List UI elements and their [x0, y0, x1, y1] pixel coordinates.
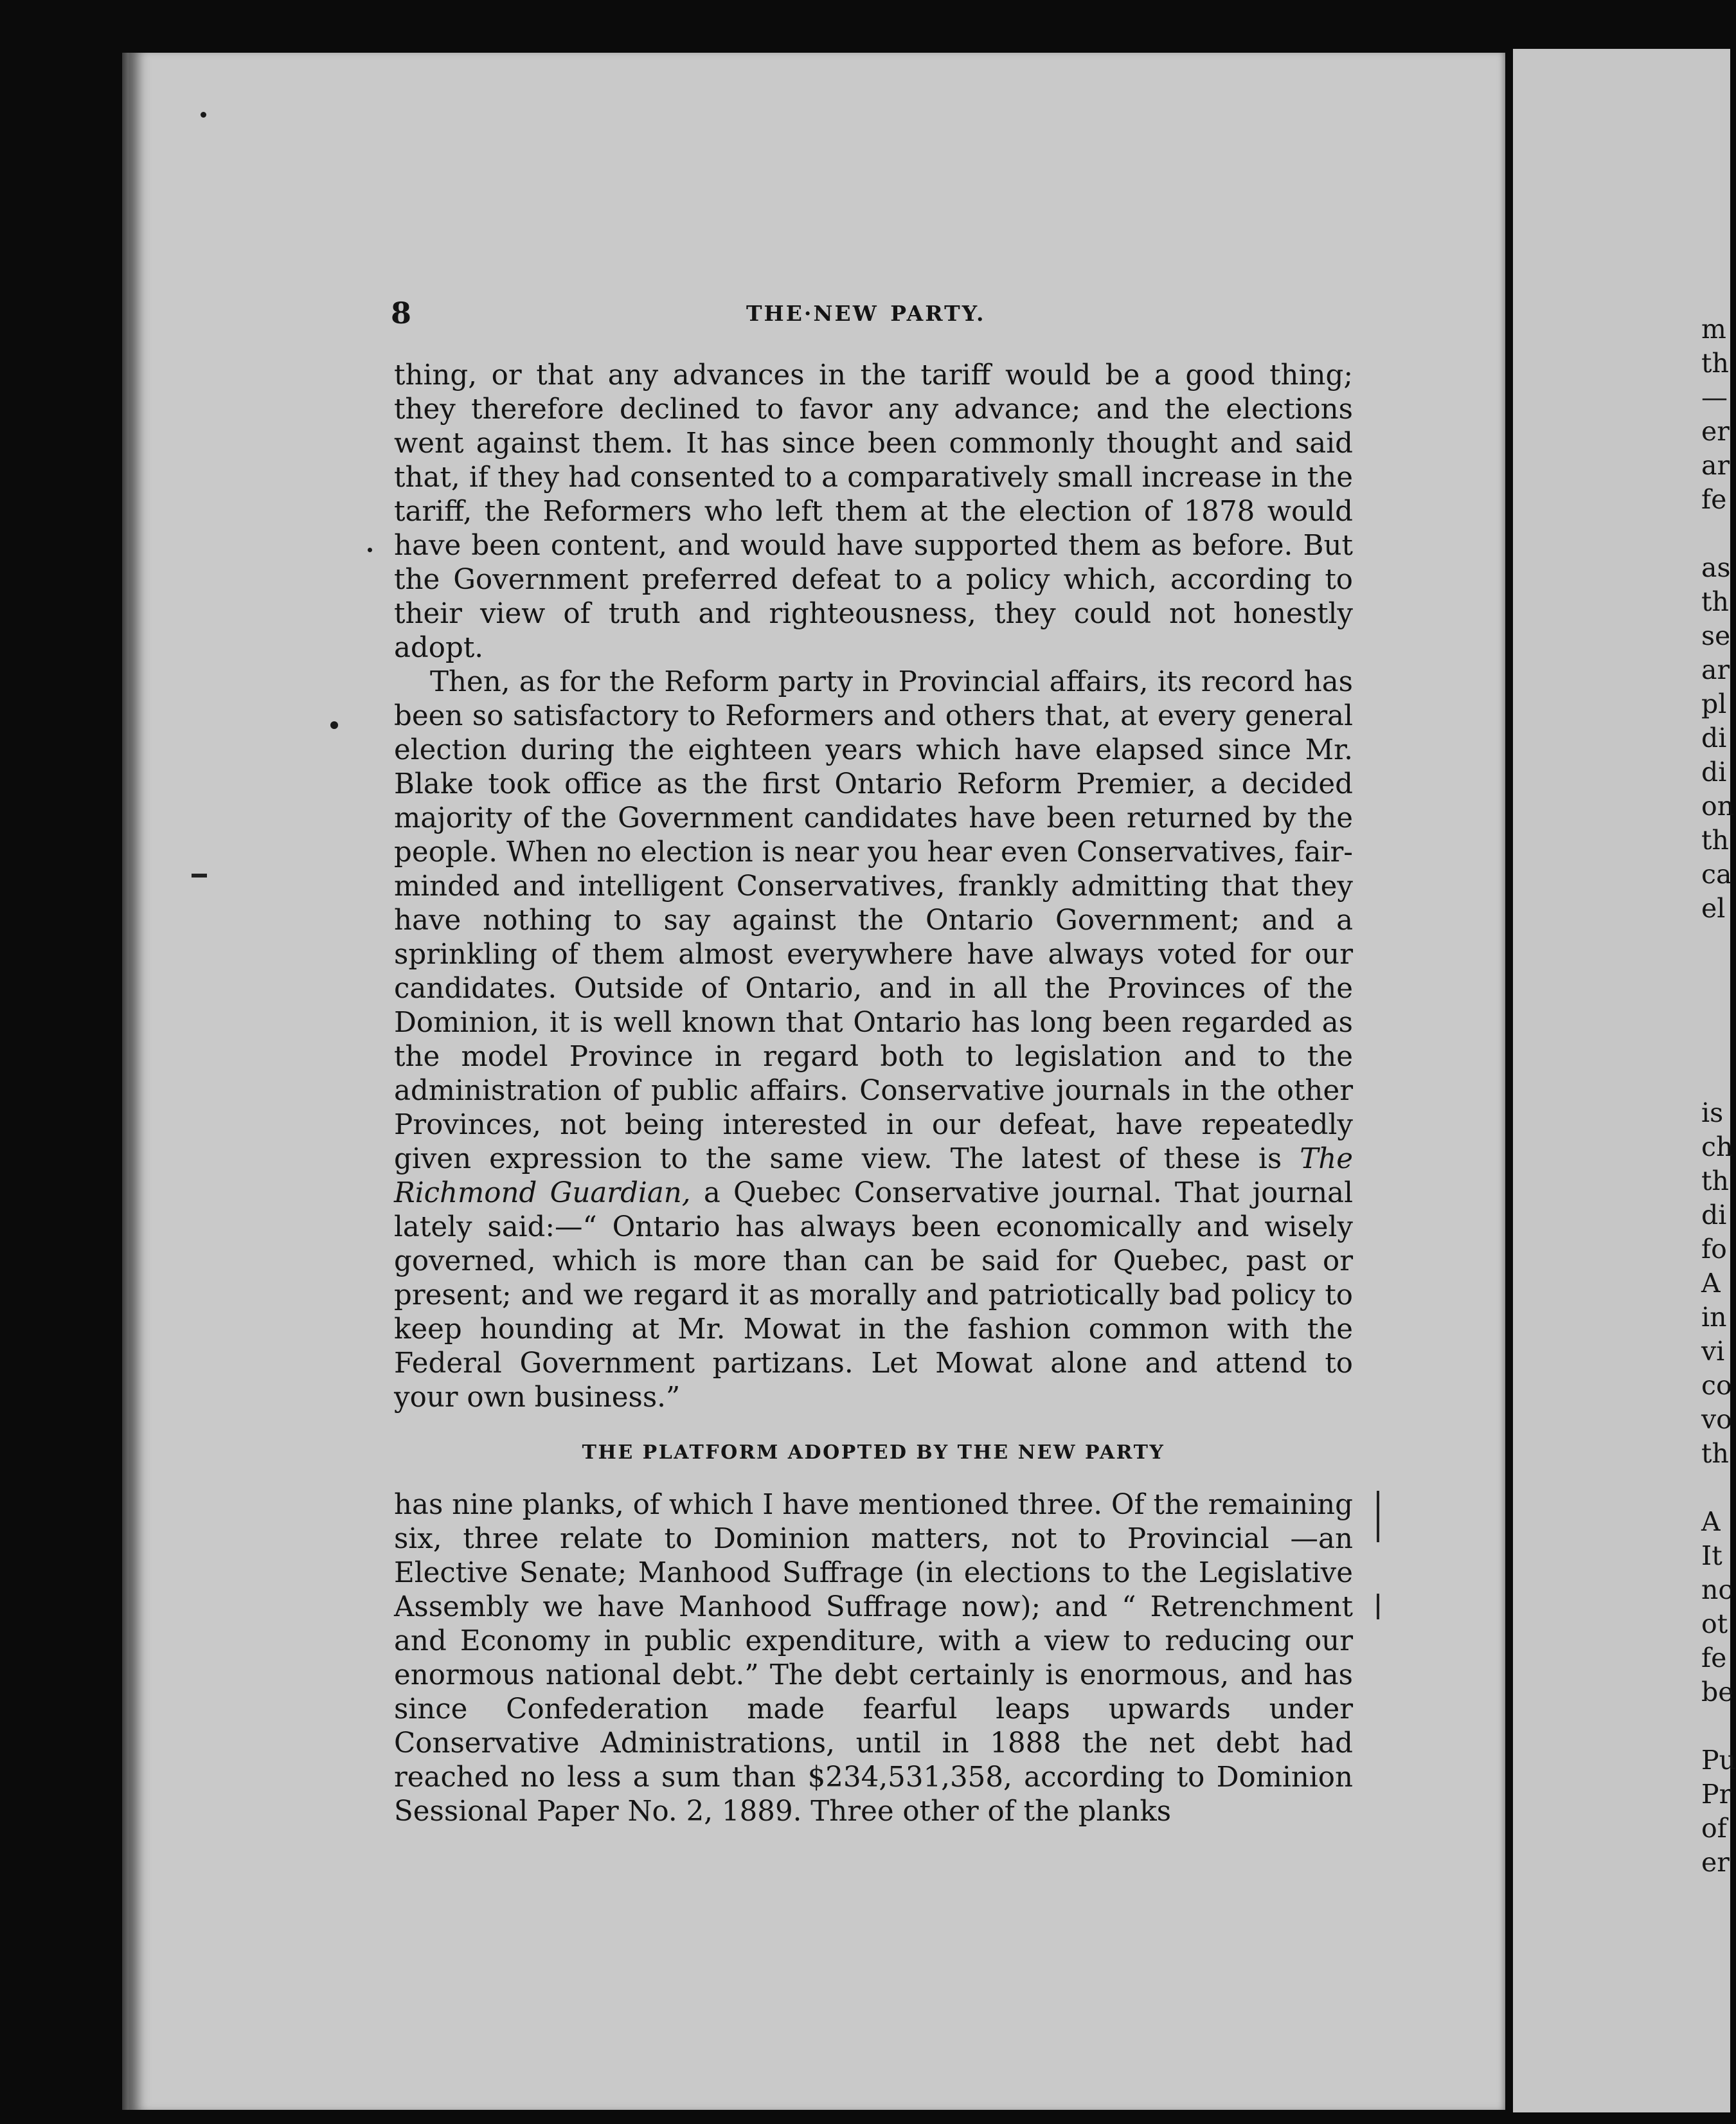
paragraph-3: has nine planks, of which I have mentioned three. Of the remaining six, three relate to Dominion matters, not to Provincial —an Elective Senate; Manhood Suffrage (in elections to the Legislative Assembly we have Manhood Suffrage now); and “ Retrenchment and Economy in public expenditure, with a view to reducing our enormous national debt.” The debt certainly is enormous, and has since Confederation made fearful leaps upwards under Conservative Administrations, until in 1888 the net debt had reached no less a sum than $234,531,358, according to Dominion Sessional Paper No. 2, 1889. Three other of the planks	[394, 1489, 1353, 1828]
margin-mark	[1377, 1491, 1379, 1542]
margin-mark	[1377, 1594, 1379, 1619]
running-head	[391, 296, 1355, 334]
paragraph-2-end: a Quebec Conservative journal. That journal lately said:—“ Ontario has always been economically and wisely governed, which is more than can be said for Quebec, past or present; and we regard it as morally and patriotically bad policy to keep hounding at Mr. Mowat in the fashion common with the Federal Government partizans. Let Mowat alone and attend to your own business.”	[394, 1177, 1353, 1414]
scan-speck	[330, 721, 338, 729]
next-page-fragments: m th — er ar fe as th se ar pl di di on th ca el is ch th di fo A in vi co vo th A It nc ot fe be Pu Pr of er	[1701, 314, 1736, 1878]
paragraph-2-start: Then, as for the Reform party in Provincial affairs, its record has been so satisfactory to Reformers and others that, at every general election during the eighteen years which have elapsed since Mr. Blake took office as the first Ontario Reform Premier, a decided majority of the Government candidates have been returned by the people. When no election is near you hear even Conservatives, fair-minded and intelligent Conservatives, frankly admitting that they have nothing to say against the Ontario Government; and a sprinkling of them almost everywhere have always voted for our candidates. Outside of Ontario, and in all the Provinces of the Dominion, it is well known that Ontario has long been regarded as the model Province in regard both to legislation and to the administration of public affairs. Conservative journals in the other Provinces, not being interested in our defeat, have repeatedly given expression to the same view. The latest of these is	[394, 666, 1353, 1175]
scan-speck	[201, 112, 206, 118]
running-head-title: THE·NEW PARTY.	[746, 301, 986, 326]
paragraph-1: thing, or that any advances in the tariff would be a good thing; they therefore declined to favor any advance; and the elections went against them. It has since been commonly thought and said that, if they had consented to a comparatively small increase in the tariff, the Reformers who left them at the election of 1878 would have been content, and would have supported them as before. But the Government preferred defeat to a policy which, according to their view of truth and righteousness, they could not honestly adopt.	[394, 359, 1353, 664]
paragraph-2	[394, 665, 1353, 1415]
scan-speck	[368, 548, 372, 552]
page-right-edge	[1513, 49, 1730, 2112]
body-text	[394, 359, 1353, 1829]
section-heading: THE PLATFORM ADOPTED BY THE NEW PARTY	[582, 1441, 1165, 1464]
newspaper-title: The Richmond Guardian,	[394, 1143, 1354, 1209]
scan-mark	[192, 874, 207, 878]
page-number: 8	[391, 296, 412, 330]
